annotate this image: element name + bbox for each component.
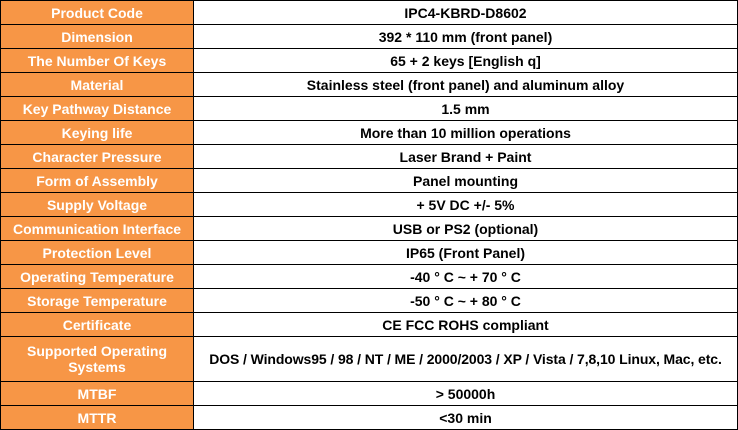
row-label: Supply Voltage <box>1 193 194 217</box>
row-value: Panel mounting <box>194 169 738 193</box>
row-label: Character Pressure <box>1 145 194 169</box>
row-value: > 50000h <box>194 382 738 406</box>
row-label: Key Pathway Distance <box>1 97 194 121</box>
row-label: Certificate <box>1 313 194 337</box>
table-row <box>1 73 738 97</box>
row-value: USB or PS2 (optional) <box>194 217 738 241</box>
row-label: Storage Temperature <box>1 289 194 313</box>
table-row <box>1 49 738 73</box>
table-row <box>1 1 738 25</box>
row-value: Laser Brand + Paint <box>194 145 738 169</box>
row-value: DOS / Windows95 / 98 / NT / ME / 2000/2003 / XP / Vista / 7,8,10 Linux, Mac, etc. <box>194 337 738 382</box>
table-row <box>1 265 738 289</box>
table-row <box>1 337 738 382</box>
table-row <box>1 241 738 265</box>
table-row <box>1 121 738 145</box>
row-label: Operating Temperature <box>1 265 194 289</box>
table-row <box>1 406 738 430</box>
row-value: -50 ° C ~ + 80 ° C <box>194 289 738 313</box>
row-value: IP65 (Front Panel) <box>194 241 738 265</box>
row-label: Material <box>1 73 194 97</box>
table-row <box>1 169 738 193</box>
row-value: 65 + 2 keys [English q] <box>194 49 738 73</box>
row-label: The Number Of Keys <box>1 49 194 73</box>
row-value: Stainless steel (front panel) and aluminum alloy <box>194 73 738 97</box>
table-row <box>1 289 738 313</box>
row-label: Product Code <box>1 1 194 25</box>
row-label: MTBF <box>1 382 194 406</box>
row-label: Dimension <box>1 25 194 49</box>
table-row <box>1 145 738 169</box>
row-label: Supported Operating Systems <box>1 337 194 382</box>
row-label: Keying life <box>1 121 194 145</box>
row-label: Form of Assembly <box>1 169 194 193</box>
row-label: Communication Interface <box>1 217 194 241</box>
table-row <box>1 217 738 241</box>
row-value: + 5V DC +/- 5% <box>194 193 738 217</box>
table-row <box>1 97 738 121</box>
row-value: IPC4-KBRD-D8602 <box>194 1 738 25</box>
table-row <box>1 313 738 337</box>
row-label: MTTR <box>1 406 194 430</box>
row-value: <30 min <box>194 406 738 430</box>
row-value: -40 ° C ~ + 70 ° C <box>194 265 738 289</box>
row-value: More than 10 million operations <box>194 121 738 145</box>
table-row <box>1 193 738 217</box>
row-value: 392 * 110 mm (front panel) <box>194 25 738 49</box>
table-row <box>1 25 738 49</box>
row-value: CE FCC ROHS compliant <box>194 313 738 337</box>
row-value: 1.5 mm <box>194 97 738 121</box>
row-label: Protection Level <box>1 241 194 265</box>
table-row <box>1 382 738 406</box>
